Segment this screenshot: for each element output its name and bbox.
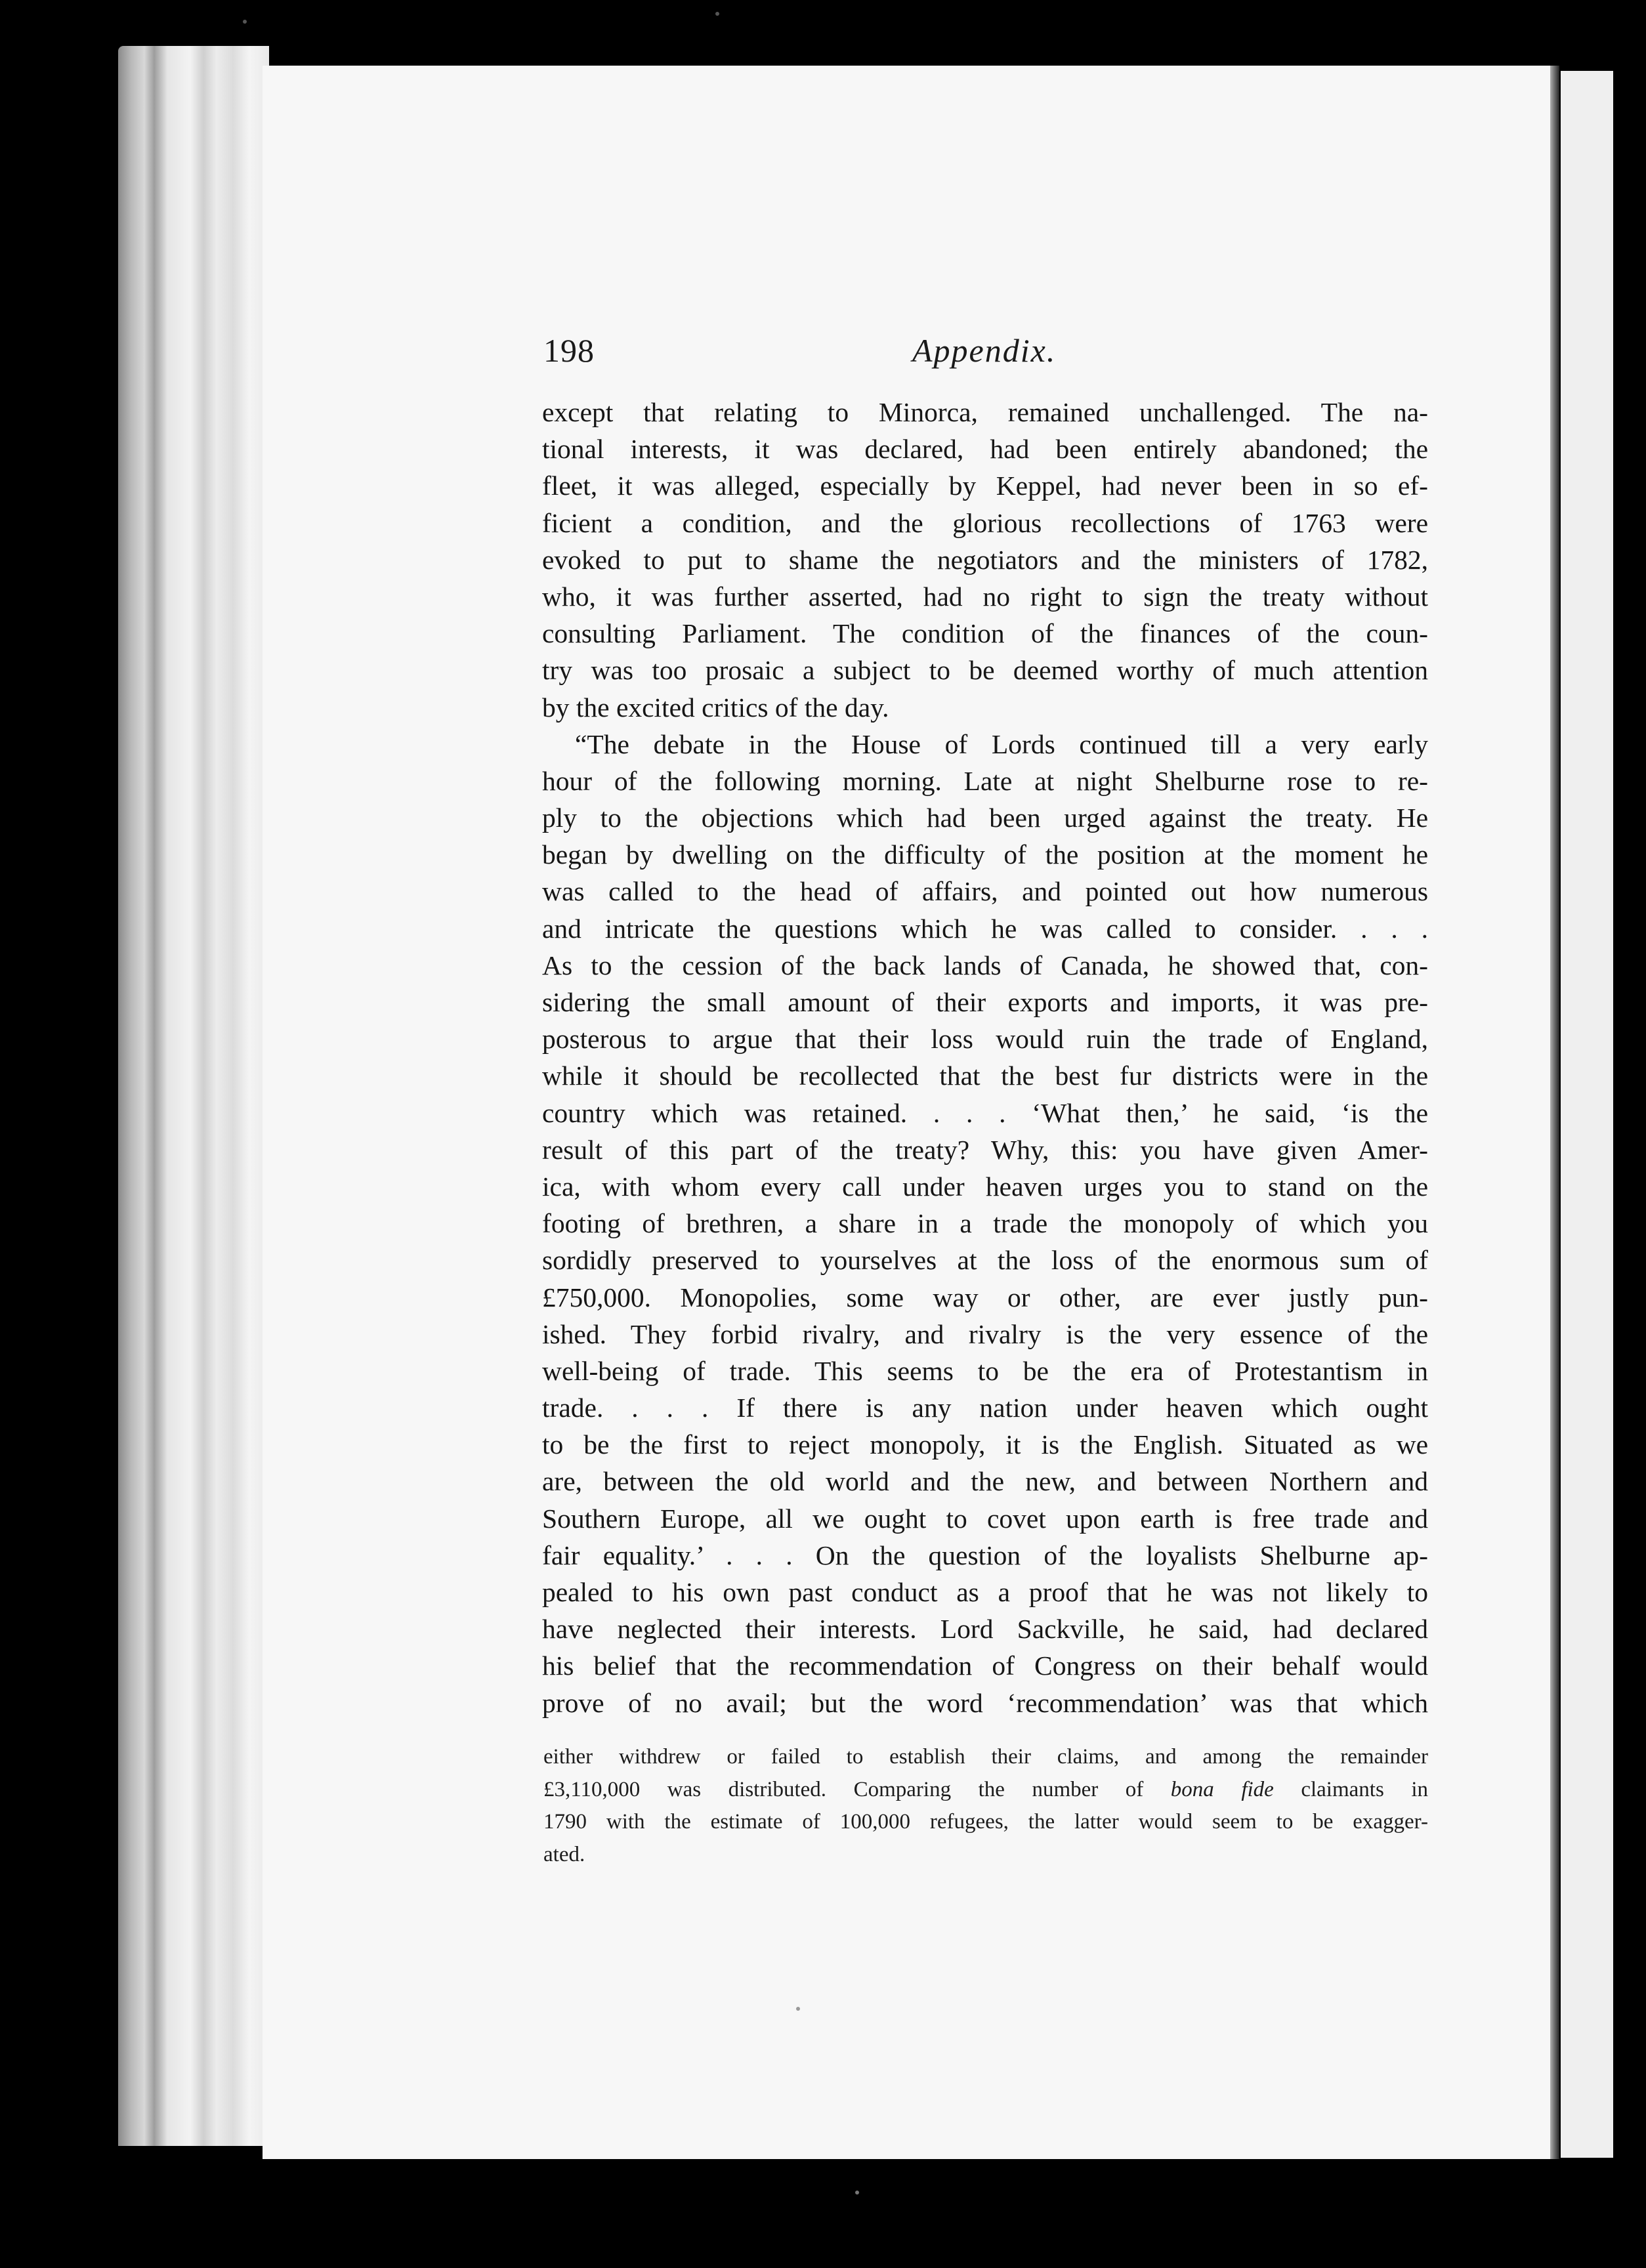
- text-line: ply to the objections which had been urged against the treaty. He: [542, 803, 1428, 833]
- text-line: evoked to put to shame the negotiators and the ministers of 1782,: [542, 544, 1428, 575]
- text-line: consulting Parliament. The condition of the finances of the coun-: [542, 618, 1428, 649]
- scan-speck: [855, 2191, 859, 2194]
- text-line: to be the first to reject monopoly, it is the English. Situated as we: [542, 1429, 1428, 1460]
- text-line: footing of brethren, a share in a trade the monopoly of which you: [542, 1208, 1428, 1239]
- text-line: ished. They forbid rivalry, and rivalry is the very essence of the: [542, 1318, 1428, 1349]
- footnote: [543, 1741, 1428, 1871]
- text-line: posterous to argue that their loss would ruin the trade of England,: [542, 1024, 1428, 1055]
- text-line: are, between the old world and the new, and between Northern and: [542, 1466, 1428, 1497]
- text-line: began by dwelling on the difficulty of the position at the moment he: [542, 839, 1428, 870]
- text-line: pealed to his own past conduct as a proof that he was not likely to: [542, 1577, 1428, 1607]
- text-line: fair equality.’ . . . On the question of the loyalists Shelburne ap-: [542, 1540, 1428, 1570]
- running-head: [543, 331, 1427, 377]
- book-page-edges: [118, 46, 269, 2146]
- scan-speck: [243, 20, 247, 24]
- text-line: prove of no avail; but the word ‘recommendation’ was that which: [542, 1687, 1428, 1718]
- text-line: As to the cession of the back lands of Canada, he showed that, con-: [542, 950, 1428, 980]
- scan-speck: [796, 2007, 800, 2011]
- footnote-line: either withdrew or failed to establish their claims, and among the remainder: [543, 1745, 1428, 1769]
- text-line: except that relating to Minorca, remained unchallenged. The na-: [542, 397, 1428, 427]
- text-line: tional interests, it was declared, had been entirely abandoned; the: [542, 434, 1428, 465]
- text-line: result of this part of the treaty? Why, this: you have given Amer-: [542, 1134, 1428, 1165]
- running-title: Appendix.: [912, 332, 1057, 369]
- text-line: have neglected their interests. Lord Sackville, he said, had declared: [542, 1614, 1428, 1645]
- text-line: country which was retained. . . . ‘What then,’ he said, ‘is the: [542, 1097, 1428, 1128]
- text-line: was called to the head of affairs, and pointed out how numerous: [542, 876, 1428, 907]
- text-line: ficient a condition, and the glorious recollections of 1763 were: [542, 507, 1428, 538]
- scan-speck: [715, 12, 719, 16]
- text-line: Southern Europe, all we ought to covet upon earth is free trade and: [542, 1503, 1428, 1534]
- text-line: ica, with whom every call under heaven urges you to stand on the: [542, 1171, 1428, 1202]
- text-line: fleet, it was alleged, especially by Keppel, had never been in so ef-: [542, 471, 1428, 501]
- gutter-shadow: [1550, 66, 1559, 2159]
- text-line: £750,000. Monopolies, some way or other, are ever justly pun-: [542, 1282, 1428, 1312]
- page-number: 198: [543, 332, 595, 369]
- body-text: [542, 394, 1428, 1721]
- text-line: sordidly preserved to yourselves at the loss of the enormous sum of: [542, 1245, 1428, 1276]
- footnote-text: claimants in: [1273, 1777, 1428, 1801]
- text-line: his belief that the recommendation of Congress on their behalf would: [542, 1650, 1428, 1681]
- text-line: “The debate in the House of Lords continued till a very early: [575, 728, 1428, 759]
- text-line: while it should be recollected that the best fur districts were in the: [542, 1060, 1428, 1091]
- text-line: and intricate the questions which he was called to consider. . . .: [542, 913, 1428, 944]
- footnote-text: £3,110,000 was distributed. Comparing the number of: [543, 1777, 1171, 1801]
- footnote-line: ated.: [543, 1842, 585, 1866]
- text-line: who, it was further asserted, had no right to sign the treaty without: [542, 581, 1428, 612]
- text-line: hour of the following morning. Late at night Shelburne rose to re-: [542, 765, 1428, 796]
- footnote-line: 1790 with the estimate of 100,000 refugees, the latter would seem to be exagger-: [543, 1810, 1428, 1834]
- text-line: try was too prosaic a subject to be deemed worthy of much attention: [542, 655, 1428, 686]
- text-line: trade. . . . If there is any nation under heaven which ought: [542, 1393, 1428, 1423]
- text-line: sidering the small amount of their exports and imports, it was pre-: [542, 987, 1428, 1017]
- text-line: well-being of trade. This seems to be the era of Protestantism in: [542, 1355, 1428, 1386]
- footnote-line: [543, 1774, 1428, 1807]
- facing-page-edge: [1561, 71, 1613, 2158]
- text-line: by the excited critics of the day.: [542, 692, 889, 723]
- footnote-italic-text: bona fide: [1170, 1777, 1274, 1801]
